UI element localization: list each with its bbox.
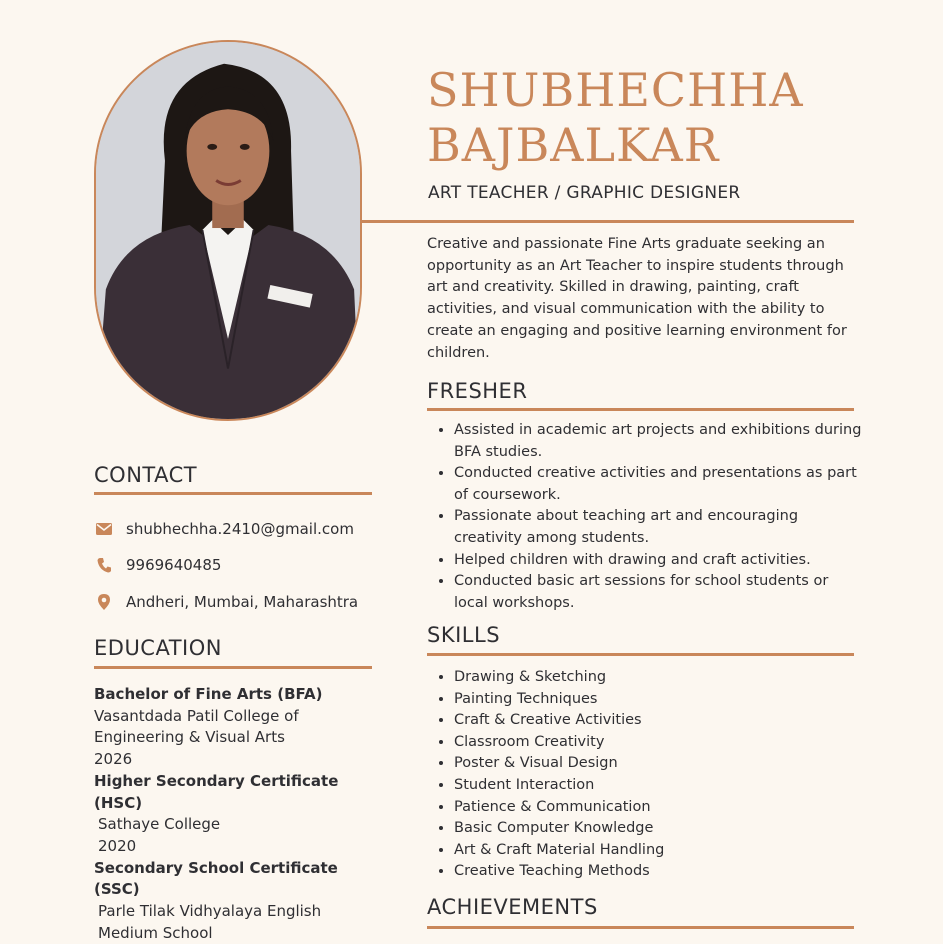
list-item: • Painting Techniques — [454, 689, 864, 711]
phone-icon — [94, 556, 114, 574]
profile-summary: Creative and passionate Fine Arts graduate seeking an opportunity as an Art Teacher to inspire students through art and creativity. Skilled in drawing, painting, craft activities, and visual communication with the ability to create an engaging and positive learning environment for children. — [427, 236, 847, 361]
location-text: Andheri, Mumbai, Maharashtra — [126, 593, 359, 611]
fresher-heading: FRESHER — [427, 379, 528, 403]
list-item: • Helped children with drawing and craft activities. — [454, 550, 864, 572]
achievements-divider — [427, 926, 854, 929]
contact-divider — [94, 492, 372, 495]
list-item: • Creative Teaching Methods — [454, 861, 864, 883]
mail-icon — [94, 520, 114, 538]
school-name: Sathaye College — [98, 815, 221, 834]
contact-location — [94, 593, 358, 611]
graduation-year: 2026 — [94, 750, 133, 769]
location-pin-icon — [94, 593, 114, 611]
education-entry — [94, 684, 364, 771]
list-item: • Basic Computer Knowledge — [454, 818, 864, 840]
candidate-name — [427, 63, 804, 173]
skills-heading: SKILLS — [427, 623, 501, 647]
title-divider — [362, 220, 854, 223]
profile-photo-illustration — [96, 42, 360, 419]
degree-title: Higher Secondary Certificate (HSC) — [94, 771, 339, 812]
graduation-year: 2020 — [98, 836, 137, 855]
list-item: • Conducted creative activities and presentations as part of coursework. — [454, 463, 864, 506]
fresher-list — [427, 420, 864, 614]
phone-text: 9969640485 — [126, 556, 222, 574]
profile-photo — [94, 40, 362, 421]
contact-phone[interactable] — [94, 556, 221, 574]
name-line-last: BAJBALKAR — [427, 118, 720, 172]
skills-divider — [427, 653, 854, 656]
school-name: Parle Tilak Vidhyalaya English Medium School — [98, 902, 322, 942]
email-text: shubhechha.2410@gmail.com — [126, 520, 354, 538]
list-item: • Art & Craft Material Handling — [454, 840, 864, 862]
fresher-divider — [427, 408, 854, 411]
skills-list — [427, 667, 864, 883]
school-name: Vasantdada Patil College of Engineering & Visual Arts — [94, 706, 299, 747]
degree-title: Secondary School Certificate (SSC) — [94, 858, 338, 899]
list-item: • Classroom Creativity — [454, 732, 864, 754]
education-entry — [94, 858, 364, 944]
education-heading: EDUCATION — [94, 636, 222, 660]
list-item: • Patience & Communication — [454, 797, 864, 819]
degree-title: Bachelor of Fine Arts (BFA) — [94, 685, 323, 703]
achievements-heading: ACHIEVEMENTS — [427, 895, 598, 919]
list-item: • Poster & Visual Design — [454, 753, 864, 775]
list-item: • Craft & Creative Activities — [454, 710, 864, 732]
list-item: • Passionate about teaching art and encouraging creativity among students. — [454, 506, 864, 549]
list-item: • Assisted in academic art projects and exhibitions during BFA studies. — [454, 420, 864, 463]
list-item: • Drawing & Sketching — [454, 667, 864, 689]
education-divider — [94, 666, 372, 669]
list-item: • Student Interaction — [454, 775, 864, 797]
contact-email[interactable] — [94, 520, 354, 538]
job-title: ART TEACHER / GRAPHIC DESIGNER — [428, 183, 741, 203]
contact-heading: CONTACT — [94, 463, 198, 487]
list-item: • Conducted basic art sessions for school students or local workshops. — [454, 571, 864, 614]
education-list — [94, 684, 364, 944]
education-entry — [94, 771, 364, 858]
name-line-first: SHUBHECHHA — [427, 63, 804, 117]
